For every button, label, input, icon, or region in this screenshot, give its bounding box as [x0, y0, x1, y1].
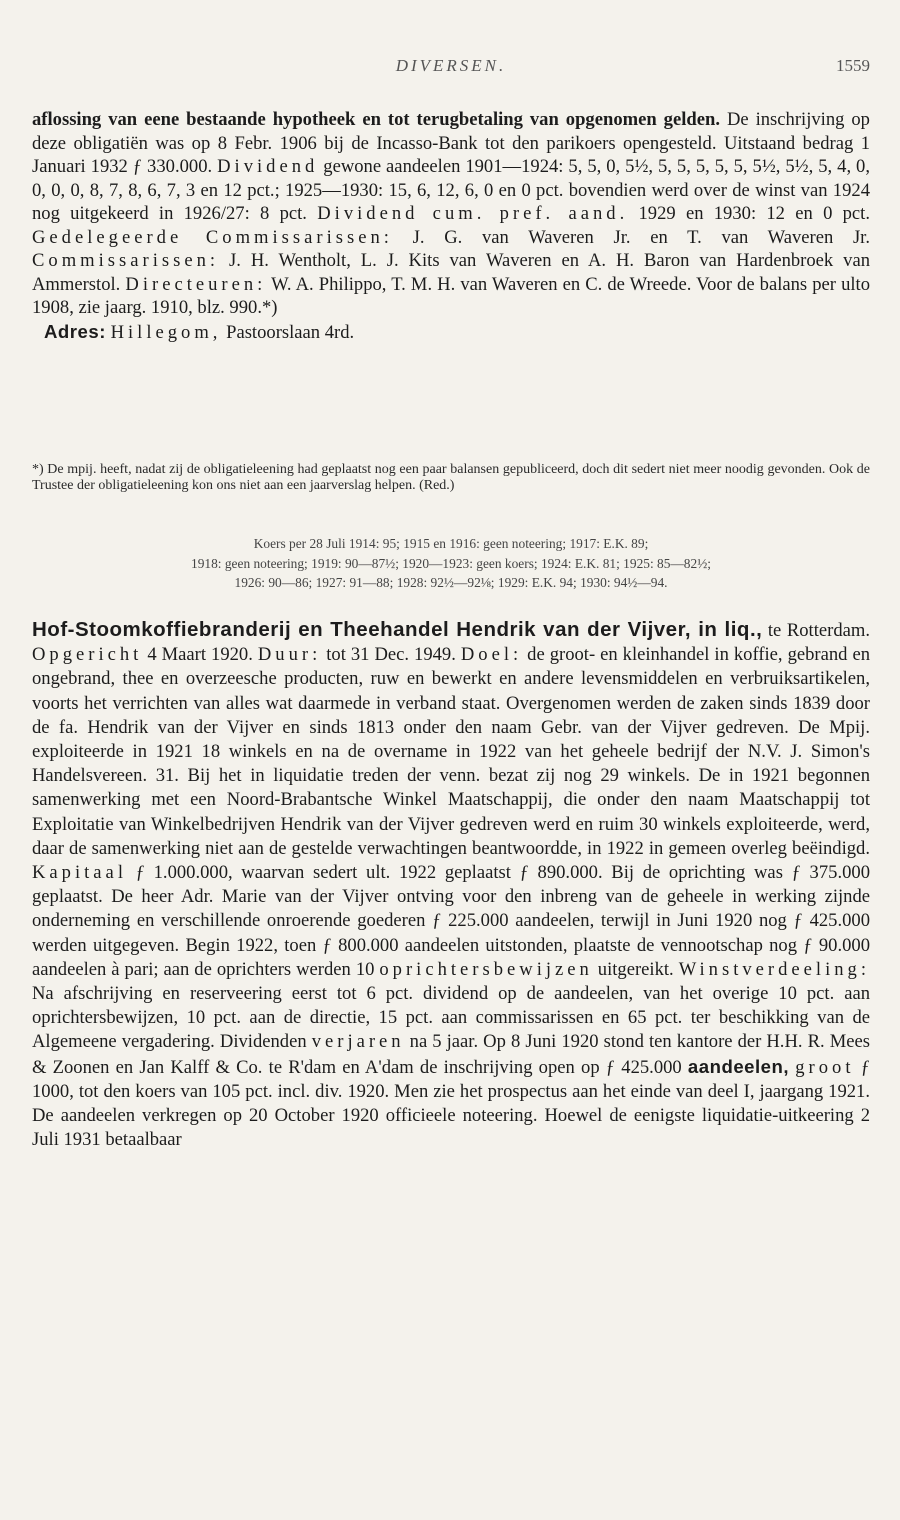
previous-entry-paragraph — [32, 108, 870, 344]
entry-text: J. G. van Waveren Jr. en T. van Waveren Jr. — [392, 226, 870, 248]
company-name: Hof-Stoomkoffiebranderij en Theehandel Hendrik van der Vijver, in liq., — [32, 618, 763, 641]
page-number: 1559 — [836, 56, 870, 75]
company-text: na 5 jaar. Op 8 Juni 1920 stond ten kantore der H.H. R. Mees & Zoonen en Jan Kalff & Co. te R'dam en A'dam de inschrijving open op ƒ 425.000 — [32, 1031, 870, 1078]
quotations — [32, 534, 870, 593]
dividend-label: Dividend — [217, 156, 319, 177]
verjaren-label: verjaren — [311, 1031, 405, 1053]
doel-label: Doel: — [460, 644, 523, 666]
opgericht-label: Opgericht — [32, 644, 143, 666]
winstverdeeling-label: Winstverdeeling: — [678, 958, 870, 980]
company-text: Na afschrijving en reserveering eerst tot 6 pct. dividend op de aandeelen, van het overige 10 pct. aan oprichtersbewijzen, 10 pct. aan de directie, 15 pct. aan commissarissen en 65 pct. ter beschikking van de Algemeene vergadering. Dividenden — [32, 983, 870, 1053]
commissarissen-label: Commissarissen: — [32, 250, 220, 271]
quotation-line: 1918: geen noteering; 1919: 90—87½; 1920—1923: geen koers; 1924: E.K. 81; 1925: 85—82½; — [191, 555, 711, 571]
entry-text: 1929 en 1930: 12 en 0 pct. — [628, 203, 870, 224]
gedelegeerde-label: Gedelegeerde Commissarissen: — [32, 226, 393, 248]
duur-label: Duur: — [257, 644, 322, 666]
company-text: uitgereikt. — [592, 958, 679, 980]
kapitaal-label: Kapitaal — [32, 862, 127, 884]
entry-text: W. A. Philippo, T. M. H. van Waveren en C. de Wreede. Voor de balans per ulto 1908, zie jaarg. 1910, blz. 990.*) — [32, 273, 870, 318]
quotation-line: 1926: 90—86; 1927: 91—88; 1928: 92½—92⅛; 1929: E.K. 94; 1930: 94½—94. — [234, 575, 668, 590]
entry-text: gewone aandeelen 1901—1924: 5, 5, 0, 5½, 5, 5, 5, 5, 5, 5½, 5½, 5, 4, 0, 0, 0, 0, 8, 7, 8, 6, 7, 3 en 12 pct.; 1925—1930: 15, 6, 12, 6, 0 en 0 pct. bovendien werd over de winst van 1924 nog uitgekeerd in 1926/27: 8 pct. — [32, 156, 870, 224]
company-text: 4 Maart 1920. — [142, 644, 258, 666]
oprichtersbewijzen-label: oprichtersbewijzen — [379, 958, 593, 980]
company-text: de groot- en kleinhandel in koffie, gebrand en ongebrand, thee en overzeesche producten, ruw en bewerkt en andere levensmiddelen en verbruiksartikelen, voorts het verrichten van alles wat daarmede in verband staat. Overgenomen werden de zaken sinds 1839 door de fa. Hendrik van der Vijver en sinds 1813 onder den naam Gebr. van der Vijver gedreven. De Mpij. exploiteerde in 1921 18 winkels en na de overname in 1922 van het geheele bedrijf der N.V. J. Simon's Handelsvereen. 31. Bij het in liquidatie treden der venn. bezat zij nog 29 winkels. De in 1921 begonnen samenwerking met een Noord-Brabantsche Winkel Maatschappij, die onder den naam Maatschappij tot Exploitatie van Winkelbedrijven Hendrik van der Vijver gedreven werd en ruim 30 winkels exploiteerde, werd, daar de samenwerking niet aan de gestelde verwachtingen beantwoordde, in 1922 in gemeen overleg beëindigd. — [32, 644, 870, 859]
company-text: ƒ 1.000.000, waarvan sedert ult. 1922 geplaatst ƒ 890.000. Bij de oprichting was ƒ 375.000 geplaatst. De heer Adr. Marie van der Vijver ontving voor den inbreng van de geheele in werking zijnde onderneming en verschillende onroerende goederen ƒ 225.000 aandeelen, terwijl in Juni 1920 nog ƒ 425.000 werden uitgegeven. Begin 1922, toen ƒ 800.000 aandeelen uitstonden, plaatste de vennootschap nog ƒ 90.000 aandeelen à pari; aan de oprichters werden 10 — [32, 862, 870, 980]
company-text: ƒ 1000, tot den koers van 105 pct. incl. div. 1920. Men zie het prospectus aan het einde van deel I, jaargang 1921. De aandeelen verkregen op 20 October 1920 officieele noteering. Hoewel de eenigste liquidatie-uitkeering 2 Juli 1931 betaalbaar — [32, 1056, 870, 1151]
groot-label: groot — [795, 1056, 855, 1078]
entry-text-bold-opening: aflossing van eene bestaande hypotheek en tot terugbetaling van opgenomen gelden. — [32, 109, 720, 130]
adres-place: Hillegom, — [110, 321, 222, 343]
adres-label: Adres: — [44, 320, 106, 342]
company-location: te Rotterdam. — [762, 620, 870, 641]
aandeelen-label: aandeelen, — [687, 1055, 790, 1077]
adres-street: Pastoorslaan 4rd. — [221, 321, 355, 343]
company-entry — [32, 618, 870, 1152]
running-title: DIVERSEN. — [395, 56, 507, 75]
directeuren-label: Directeuren: — [125, 273, 267, 295]
quotation-line: Koers per 28 Juli 1914: 95; 1915 en 1916: geen noteering; 1917: E.K. 89; — [253, 536, 649, 551]
page-header — [32, 56, 870, 86]
entry-text: J. H. Wentholt, L. J. Kits van Waveren en A. H. Baron van Hardenbroek van Ammerstol. — [32, 250, 870, 295]
footnote: *) De mpij. heeft, nadat zij de obligatieleening had geplaatst nog een paar balansen gepubliceerd, doch dit sedert niet meer noodig gevonden. Ook de Trustee der obligatieleening kon ons niet aan een jaarverslag helpen. (Red.) — [32, 462, 870, 493]
entry-text: De inschrijving op deze obligatiën was op 8 Febr. 1906 bij de Incasso-Bank tot den parikoers opengesteld. Uitstaand bedrag 1 Januari 1932 ƒ 330.000. — [32, 109, 870, 177]
dividend-pref-label: Dividend cum. pref. aand. — [317, 203, 629, 224]
company-text: tot 31 Dec. 1949. — [321, 644, 461, 666]
